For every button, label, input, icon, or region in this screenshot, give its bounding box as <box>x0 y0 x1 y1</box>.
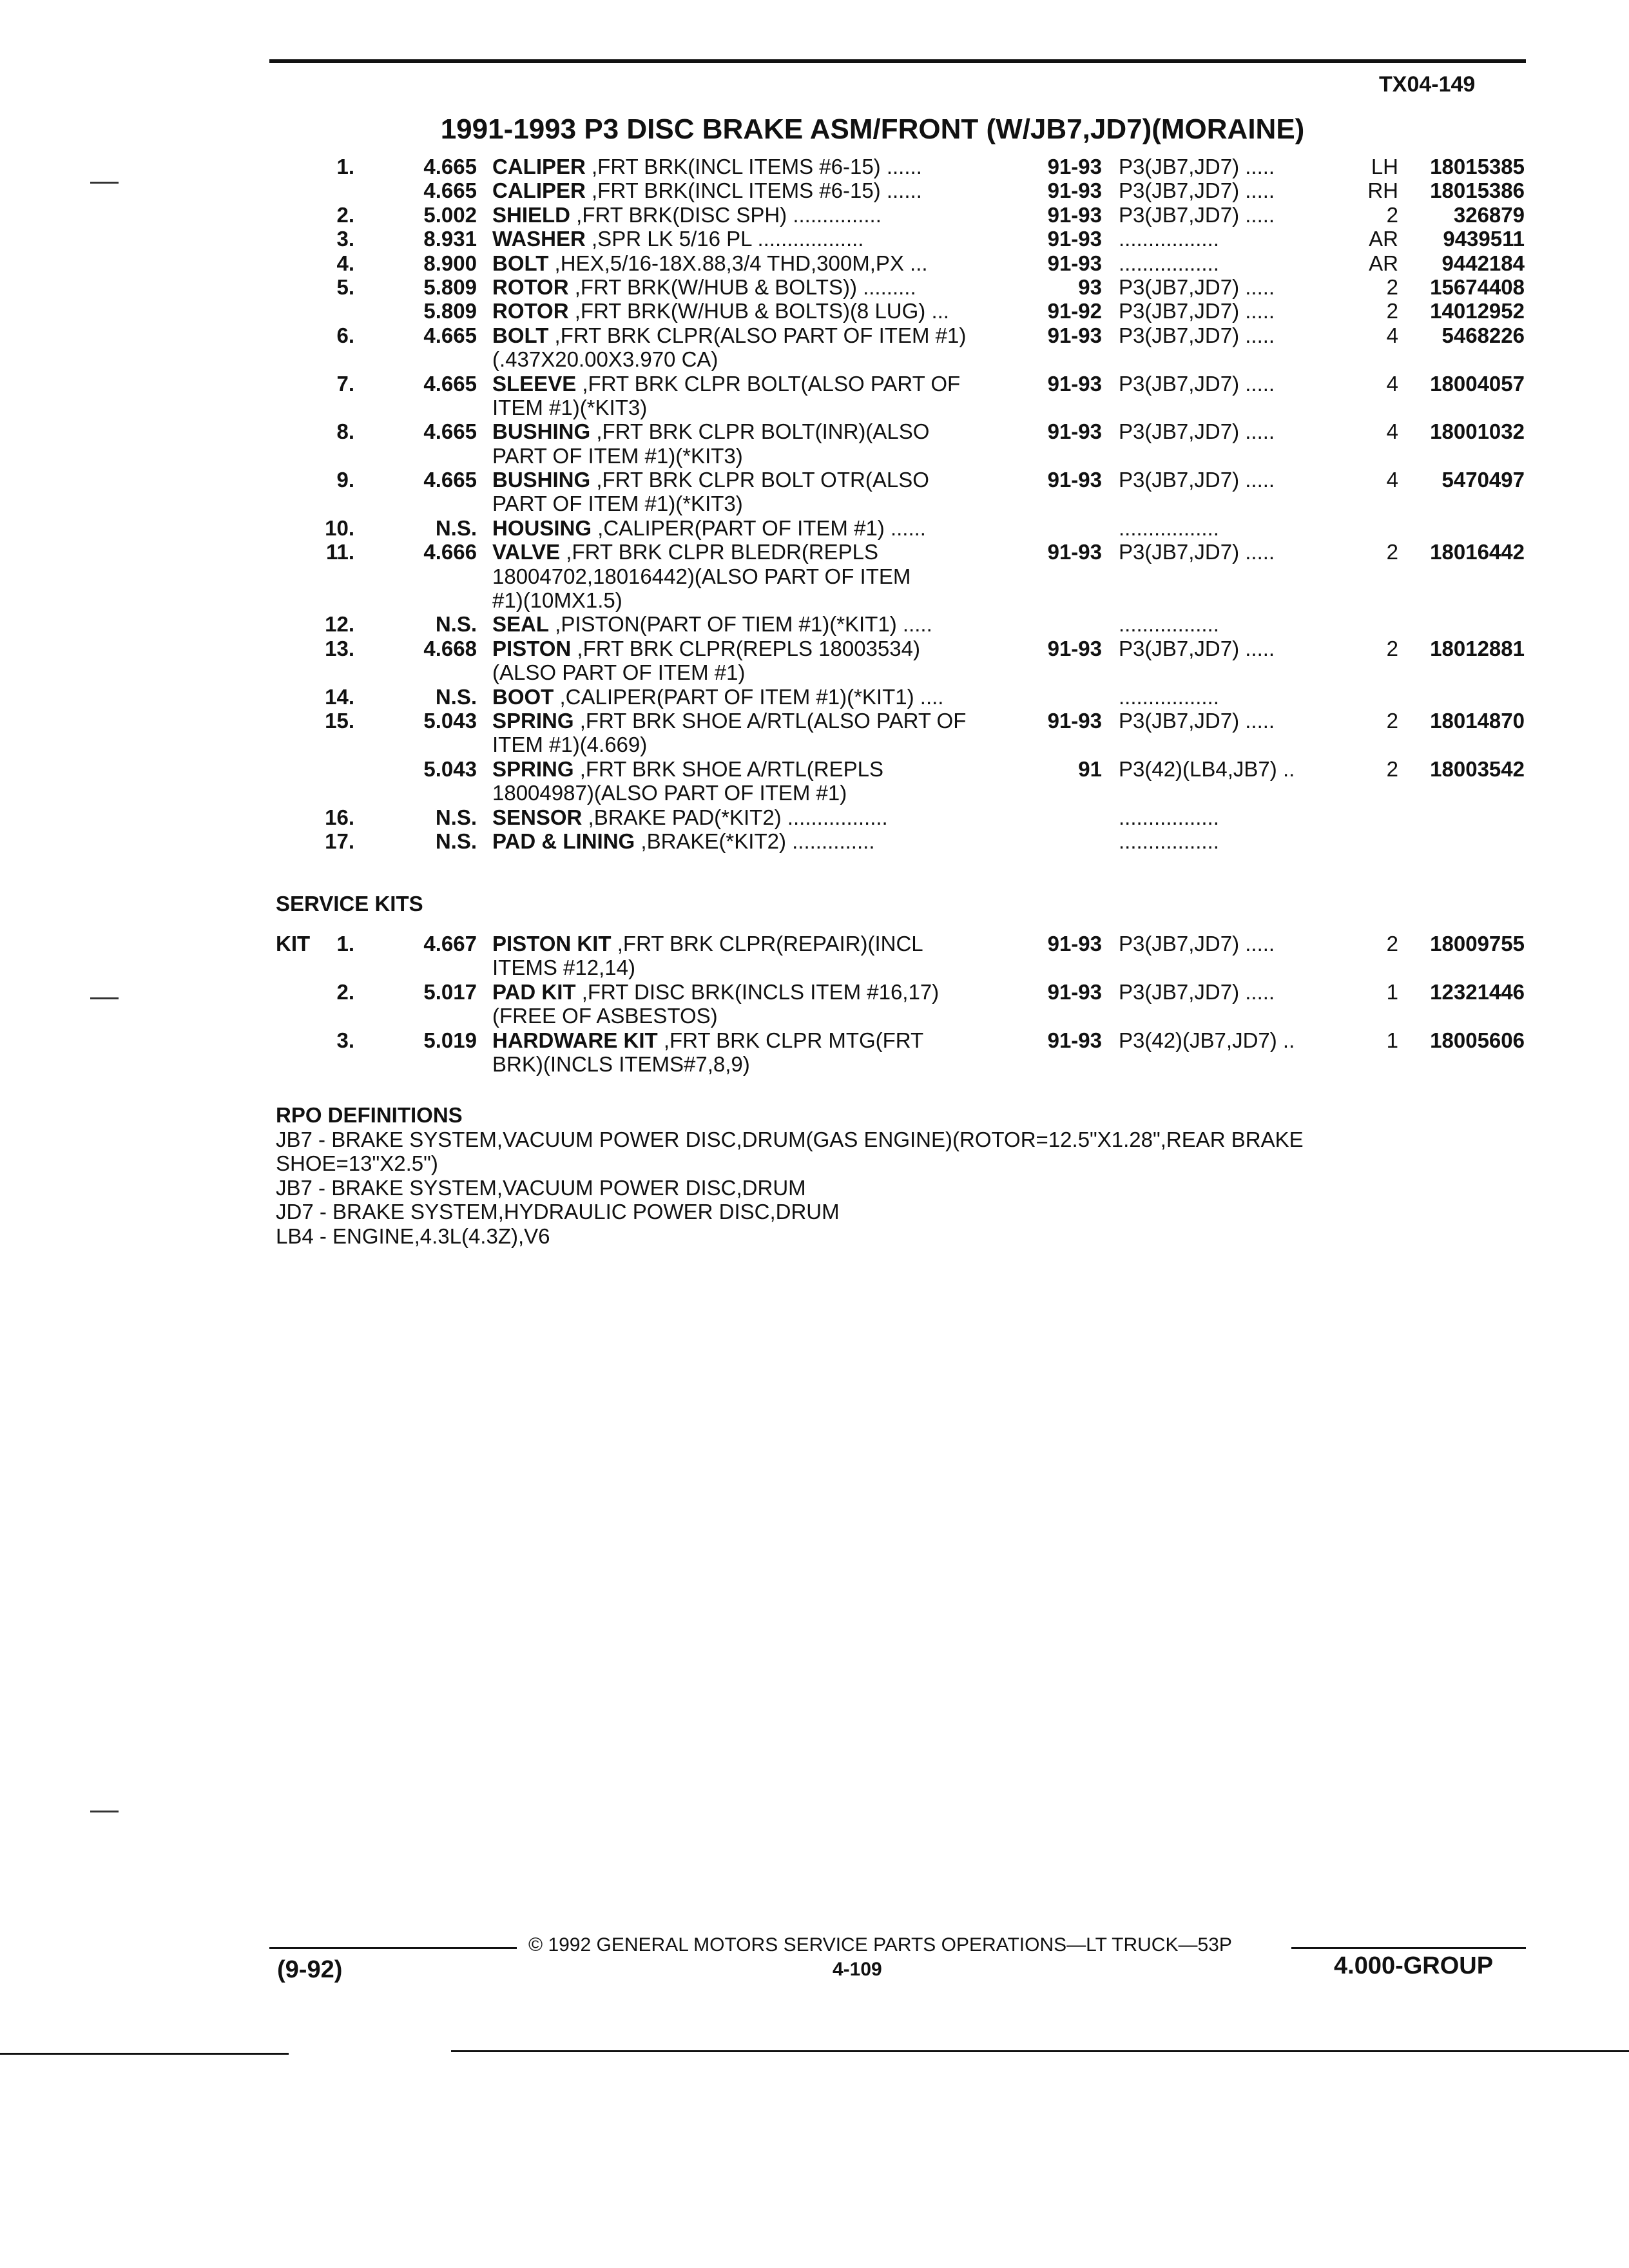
rpo-codes: P3(JB7,JD7) ..... <box>1119 468 1275 492</box>
rpo-codes: P3(JB7,JD7) ..... <box>1119 274 1275 299</box>
rpo-definition-line: LB4 - ENGINE,4.3L(4.3Z),V6 <box>276 1224 550 1248</box>
model-years: 91-93 <box>1047 1028 1102 1052</box>
parts-row <box>0 155 1629 178</box>
rpo-codes: ................. <box>1119 612 1219 637</box>
part-number: 5470497 <box>1441 468 1525 492</box>
part-detail: ,SPR LK 5/16 PL .................. <box>585 227 864 251</box>
rpo-codes: P3(JB7,JD7) ..... <box>1119 636 1275 660</box>
parts-row <box>0 540 1629 564</box>
part-name: SPRING <box>492 708 574 733</box>
part-detail: ,FRT BRK CLPR(REPAIR)(INCL <box>611 932 923 956</box>
part-number: 18014870 <box>1430 708 1525 733</box>
quantity: 2 <box>1386 540 1398 564</box>
group-number: 5.809 <box>423 274 477 299</box>
group-number: 4.665 <box>423 371 477 396</box>
part-name: BUSHING <box>492 419 591 444</box>
item-number: 6. <box>336 323 354 347</box>
item-number: 11. <box>325 540 354 564</box>
group-number: 8.900 <box>423 251 477 275</box>
part-detail: (.437X20.00X3.970 CA) <box>492 347 718 372</box>
rpo-codes: P3(JB7,JD7) ..... <box>1119 155 1275 178</box>
item-description <box>492 492 743 515</box>
item-description <box>492 540 878 564</box>
part-name: WASHER <box>492 227 586 251</box>
group-number: 5.002 <box>423 202 477 227</box>
part-name: SLEEVE <box>492 371 577 396</box>
model-years: 91-93 <box>1047 323 1102 347</box>
quantity: 2 <box>1386 274 1398 299</box>
part-detail: ,FRT BRK SHOE A/RTL(REPLS <box>574 756 884 781</box>
part-detail: ,FRT BRK SHOE A/RTL(ALSO PART OF <box>574 708 967 733</box>
quantity: AR <box>1369 227 1398 251</box>
item-number: 10. <box>325 515 354 540</box>
part-detail: ,CALIPER(PART OF ITEM #1)(*KIT1) .... <box>554 684 944 709</box>
rpo-codes: ................. <box>1119 251 1219 275</box>
parts-row <box>0 612 1629 636</box>
model-years: 91-93 <box>1047 155 1102 178</box>
part-detail: ,FRT BRK CLPR BOLT(ALSO PART OF <box>576 371 961 396</box>
model-years: 91-93 <box>1047 468 1102 492</box>
item-description <box>492 251 928 275</box>
part-name: HOUSING <box>492 515 592 540</box>
item-description <box>492 444 743 468</box>
part-name: ROTOR <box>492 299 569 323</box>
item-description <box>492 419 929 443</box>
part-name: ROTOR <box>492 274 569 299</box>
part-number: 326879 <box>1453 202 1525 227</box>
parts-row <box>0 178 1629 202</box>
part-name: BOLT <box>492 323 549 347</box>
part-number: 18005606 <box>1430 1028 1525 1052</box>
parts-row <box>0 829 1629 853</box>
group-number: 4.665 <box>423 155 477 178</box>
part-name: PISTON <box>492 636 572 660</box>
kit-row <box>0 980 1629 1004</box>
part-number: 18003542 <box>1430 756 1525 781</box>
model-years: 91-92 <box>1047 299 1102 323</box>
part-detail: ,FRT BRK CLPR(ALSO PART OF ITEM #1) <box>548 323 967 347</box>
item-description <box>492 275 916 299</box>
bottom-rule-left <box>0 2053 289 2055</box>
service-kits-table <box>0 932 1629 1076</box>
top-rule <box>269 59 1526 63</box>
parts-row <box>0 299 1629 323</box>
group-number: 5.043 <box>423 708 477 733</box>
model-years: 93 <box>1078 274 1102 299</box>
part-name: PAD & LINING <box>492 829 635 853</box>
group-number: 4.667 <box>423 932 477 956</box>
quantity: 2 <box>1386 636 1398 660</box>
footer-rule-left <box>269 1947 517 1949</box>
item-description <box>492 709 966 733</box>
quantity: AR <box>1369 251 1398 275</box>
rpo-codes: P3(42)(LB4,JB7) .. <box>1119 756 1295 781</box>
footer-rule-right <box>1291 1947 1526 1949</box>
part-detail: ,HEX,5/16-18X.88,3/4 THD,300M,PX ... <box>548 251 928 275</box>
parts-row <box>0 685 1629 709</box>
group-number: 4.668 <box>423 636 477 660</box>
kit-label: KIT <box>276 932 311 956</box>
group-number: N.S. <box>435 805 477 829</box>
parts-row <box>0 733 1629 756</box>
item-number: 2. <box>336 202 354 227</box>
item-description <box>492 299 949 323</box>
group-number: 4.666 <box>423 540 477 564</box>
group-number: 5.809 <box>423 299 477 323</box>
item-description <box>492 612 932 636</box>
part-detail: ,FRT BRK CLPR BOLT(INR)(ALSO <box>590 419 930 444</box>
part-detail: 18004987)(ALSO PART OF ITEM #1) <box>492 781 847 805</box>
parts-row <box>0 660 1629 684</box>
rpo-codes: ................. <box>1119 227 1219 251</box>
item-number: 14. <box>325 684 354 709</box>
part-number: 14012952 <box>1430 299 1525 323</box>
item-description <box>492 372 960 396</box>
part-name: BOLT <box>492 251 549 275</box>
part-name: SHIELD <box>492 202 571 227</box>
footer-copyright: © 1992 GENERAL MOTORS SERVICE PARTS OPERATIONS—LT TRUCK—53P <box>528 1934 1232 1956</box>
model-years: 91-93 <box>1047 419 1102 444</box>
rpo-definitions <box>276 1103 1304 1249</box>
rpo-codes: ................. <box>1119 684 1219 709</box>
item-description <box>492 516 926 540</box>
model-years: 91-93 <box>1047 636 1102 660</box>
part-number: 18016442 <box>1430 540 1525 564</box>
part-number: 18015386 <box>1430 178 1525 203</box>
item-number: 5. <box>336 274 354 299</box>
group-number: 5.019 <box>423 1028 477 1052</box>
item-description <box>492 932 923 956</box>
group-number: 4.665 <box>423 323 477 347</box>
quantity: RH <box>1367 178 1398 203</box>
model-years: 91-93 <box>1047 178 1102 203</box>
quantity: LH <box>1371 155 1398 178</box>
part-number: 18001032 <box>1430 419 1525 444</box>
parts-row <box>0 227 1629 251</box>
part-number: 9439511 <box>1443 227 1525 251</box>
part-detail: ,FRT BRK CLPR BLEDR(REPLS <box>560 540 879 564</box>
item-description <box>492 757 883 781</box>
rpo-codes: ................. <box>1119 829 1219 853</box>
item-description <box>492 347 718 371</box>
group-number: N.S. <box>435 684 477 709</box>
model-years: 91-93 <box>1047 540 1102 564</box>
part-number: 18015385 <box>1430 155 1525 178</box>
part-detail: ,FRT BRK(W/HUB & BOLTS)(8 LUG) ... <box>568 299 949 323</box>
quantity: 2 <box>1386 756 1398 781</box>
rpo-codes: P3(JB7,JD7) ..... <box>1119 419 1275 444</box>
rpo-definition-line: JB7 - BRAKE SYSTEM,VACUUM POWER DISC,DRUM <box>276 1175 806 1200</box>
part-detail: ,PISTON(PART OF TIEM #1)(*KIT1) ..... <box>549 612 932 637</box>
parts-row <box>0 419 1629 443</box>
parts-row <box>0 757 1629 781</box>
part-detail: #1)(10MX1.5) <box>492 588 622 613</box>
part-detail: ,FRT BRK CLPR MTG(FRT <box>657 1028 924 1052</box>
part-number: 9442184 <box>1441 251 1525 275</box>
kit-row <box>0 1052 1629 1076</box>
part-name: PAD KIT <box>492 979 576 1004</box>
bottom-rule-right <box>451 2050 1629 2052</box>
part-name: BUSHING <box>492 468 591 492</box>
quantity: 2 <box>1386 202 1398 227</box>
part-detail: 18004702,18016442)(ALSO PART OF ITEM <box>492 564 911 588</box>
document-id: TX04-149 <box>1379 72 1476 97</box>
item-description <box>492 1004 718 1028</box>
rpo-definition-line: JD7 - BRAKE SYSTEM,HYDRAULIC POWER DISC,DRUM <box>276 1200 840 1224</box>
part-detail: ,FRT DISC BRK(INCLS ITEM #16,17) <box>575 979 940 1004</box>
part-detail: ,FRT BRK(INCL ITEMS #6-15) ...... <box>585 178 922 203</box>
item-description <box>492 468 929 492</box>
rpo-codes: P3(JB7,JD7) ..... <box>1119 323 1275 347</box>
item-number: 1. <box>336 155 354 178</box>
rpo-codes: P3(JB7,JD7) ..... <box>1119 299 1275 323</box>
part-name: BOOT <box>492 684 554 709</box>
model-years: 91 <box>1078 756 1102 781</box>
part-number: 18004057 <box>1430 371 1525 396</box>
part-name: HARDWARE KIT <box>492 1028 658 1052</box>
model-years: 91-93 <box>1047 708 1102 733</box>
model-years: 91-93 <box>1047 202 1102 227</box>
item-description <box>492 1052 750 1076</box>
part-detail: ,CALIPER(PART OF ITEM #1) ...... <box>592 515 926 540</box>
item-number: 13. <box>325 636 354 660</box>
rpo-codes: P3(42)(JB7,JD7) .. <box>1119 1028 1295 1052</box>
item-description <box>492 805 888 829</box>
item-number: 9. <box>336 468 354 492</box>
part-detail: ITEM #1)(*KIT3) <box>492 395 648 419</box>
part-number: 15674408 <box>1430 274 1525 299</box>
margin-mark <box>90 182 119 184</box>
item-description <box>492 660 745 684</box>
item-description <box>492 203 882 227</box>
item-description <box>492 564 911 588</box>
parts-row <box>0 564 1629 588</box>
part-detail: (FREE OF ASBESTOS) <box>492 1004 718 1028</box>
item-description <box>492 980 939 1004</box>
rpo-codes: P3(JB7,JD7) ..... <box>1119 371 1275 396</box>
item-number: 3. <box>336 227 354 251</box>
footer-page-number: 4-109 <box>833 1959 882 1980</box>
service-kits-heading: SERVICE KITS <box>276 892 423 916</box>
item-description <box>492 155 922 178</box>
part-detail: PART OF ITEM #1)(*KIT3) <box>492 443 743 468</box>
part-detail: ITEMS #12,14) <box>492 956 635 980</box>
rpo-heading: RPO DEFINITIONS <box>276 1103 463 1127</box>
group-number: 4.665 <box>423 468 477 492</box>
group-number: 5.017 <box>423 979 477 1004</box>
part-detail: ,FRT BRK(DISC SPH) ............... <box>570 202 882 227</box>
item-number: 15. <box>325 708 354 733</box>
quantity: 1 <box>1386 1028 1398 1052</box>
quantity: 4 <box>1386 371 1398 396</box>
parts-row <box>0 323 1629 347</box>
item-number: 7. <box>336 371 354 396</box>
part-number: 5468226 <box>1441 323 1525 347</box>
parts-row <box>0 347 1629 371</box>
footer-date: (9-92) <box>277 1956 343 1983</box>
rpo-codes: P3(JB7,JD7) ..... <box>1119 540 1275 564</box>
group-number: 4.665 <box>423 178 477 203</box>
item-description <box>492 637 920 660</box>
item-description <box>492 178 922 202</box>
part-detail: ,FRT BRK(W/HUB & BOLTS)) ......... <box>568 274 916 299</box>
rpo-codes: ................. <box>1119 805 1219 829</box>
page-title: 1991-1993 P3 DISC BRAKE ASM/FRONT (W/JB7,JD7)(MORAINE) <box>440 113 1305 145</box>
parts-row <box>0 516 1629 540</box>
group-number: N.S. <box>435 612 477 637</box>
margin-mark <box>90 997 119 999</box>
margin-mark <box>90 1811 119 1812</box>
parts-row <box>0 637 1629 660</box>
quantity: 2 <box>1386 708 1398 733</box>
item-description <box>492 323 966 347</box>
rpo-definition-line: JB7 - BRAKE SYSTEM,VACUUM POWER DISC,DRUM(GAS ENGINE)(ROTOR=12.5"X1.28",REAR BRAKE <box>276 1127 1304 1151</box>
group-number: 4.665 <box>423 419 477 444</box>
part-name: SEAL <box>492 612 550 637</box>
quantity: 4 <box>1386 323 1398 347</box>
group-number: 5.043 <box>423 756 477 781</box>
quantity: 4 <box>1386 468 1398 492</box>
part-detail: (ALSO PART OF ITEM #1) <box>492 660 746 685</box>
item-description <box>492 956 635 979</box>
parts-row <box>0 444 1629 468</box>
quantity: 1 <box>1386 979 1398 1004</box>
part-detail: ,FRT BRK CLPR BOLT OTR(ALSO <box>590 468 929 492</box>
parts-row <box>0 275 1629 299</box>
rpo-codes: ................. <box>1119 515 1219 540</box>
parts-table <box>0 155 1629 853</box>
part-name: PISTON KIT <box>492 932 612 956</box>
item-number: 3. <box>336 1028 354 1052</box>
part-name: SPRING <box>492 756 574 781</box>
part-name: CALIPER <box>492 178 586 203</box>
part-detail: ,BRAKE(*KIT2) .............. <box>635 829 875 853</box>
rpo-codes: P3(JB7,JD7) ..... <box>1119 708 1275 733</box>
item-number: 8. <box>336 419 354 444</box>
group-number: N.S. <box>435 515 477 540</box>
part-detail: BRK)(INCLS ITEMS#7,8,9) <box>492 1052 750 1076</box>
part-detail: ITEM #1)(4.669) <box>492 733 648 757</box>
footer-group: 4.000-GROUP <box>1334 1952 1494 1979</box>
parts-row <box>0 588 1629 612</box>
parts-row <box>0 709 1629 733</box>
item-number: 16. <box>325 805 354 829</box>
kit-row <box>0 1028 1629 1052</box>
quantity: 4 <box>1386 419 1398 444</box>
parts-row <box>0 468 1629 492</box>
item-description <box>492 1028 923 1052</box>
item-description <box>492 588 622 612</box>
part-name: SENSOR <box>492 805 583 829</box>
item-description <box>492 781 847 805</box>
group-number: 8.931 <box>423 227 477 251</box>
parts-row <box>0 805 1629 829</box>
kit-row <box>0 1004 1629 1028</box>
item-description <box>492 829 874 853</box>
model-years: 91-93 <box>1047 979 1102 1004</box>
item-number: 2. <box>336 979 354 1004</box>
item-number: 1. <box>336 932 354 956</box>
parts-row <box>0 492 1629 515</box>
item-description <box>492 733 647 756</box>
group-number: N.S. <box>435 829 477 853</box>
rpo-codes: P3(JB7,JD7) ..... <box>1119 979 1275 1004</box>
part-detail: ,FRT BRK CLPR(REPLS 18003534) <box>571 636 920 660</box>
kit-row <box>0 932 1629 956</box>
part-name: VALVE <box>492 540 561 564</box>
parts-row <box>0 781 1629 805</box>
model-years: 91-93 <box>1047 251 1102 275</box>
parts-row <box>0 372 1629 396</box>
model-years: 91-93 <box>1047 227 1102 251</box>
model-years: 91-93 <box>1047 932 1102 956</box>
parts-row <box>0 251 1629 275</box>
rpo-codes: P3(JB7,JD7) ..... <box>1119 178 1275 203</box>
part-detail: PART OF ITEM #1)(*KIT3) <box>492 492 743 516</box>
rpo-definition-line: SHOE=13"X2.5") <box>276 1151 438 1176</box>
kit-row <box>0 956 1629 979</box>
part-number: 18009755 <box>1430 932 1525 956</box>
quantity: 2 <box>1386 932 1398 956</box>
item-number: 17. <box>325 829 354 853</box>
part-name: CALIPER <box>492 155 586 178</box>
part-number: 12321446 <box>1430 979 1525 1004</box>
item-number: 12. <box>325 612 354 637</box>
parts-row <box>0 396 1629 419</box>
part-detail: ,FRT BRK(INCL ITEMS #6-15) ...... <box>585 155 922 178</box>
item-number: 4. <box>336 251 354 275</box>
item-description <box>492 685 943 709</box>
item-description <box>492 396 647 419</box>
rpo-codes: P3(JB7,JD7) ..... <box>1119 932 1275 956</box>
part-detail: ,BRAKE PAD(*KIT2) ................. <box>582 805 888 829</box>
model-years: 91-93 <box>1047 371 1102 396</box>
item-description <box>492 227 863 251</box>
part-number: 18012881 <box>1430 636 1525 660</box>
quantity: 2 <box>1386 299 1398 323</box>
parts-row <box>0 203 1629 227</box>
rpo-codes: P3(JB7,JD7) ..... <box>1119 202 1275 227</box>
